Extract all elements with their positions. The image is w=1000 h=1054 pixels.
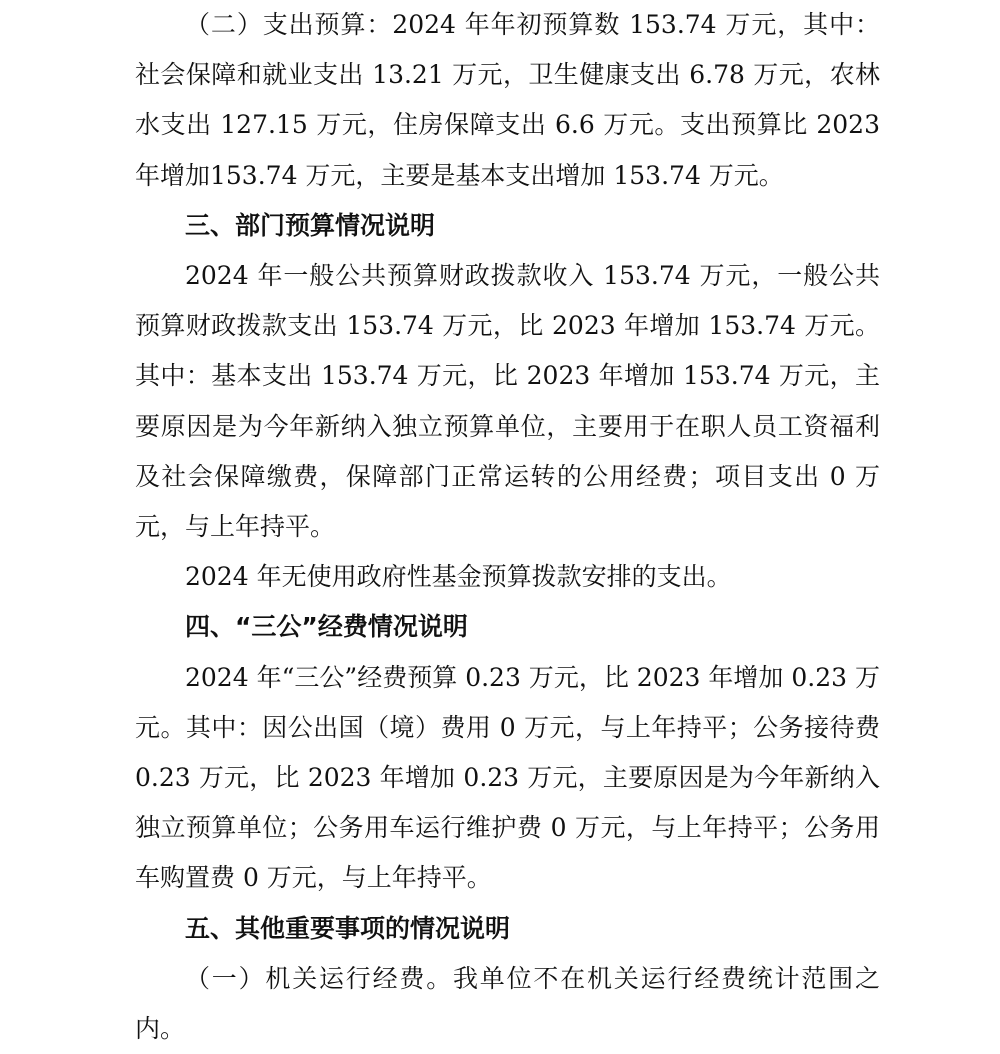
section-heading-three-public-expenses: 四、“三公”经费情况说明 (185, 612, 468, 642)
three-public-expenses-paragraph: 2024 年“三公”经费预算 0.23 万元，比 2023 年增加 0.23 万元。其中：因公出国（境）费用 0 万元，与上年持平；公务接待费 0.23 万元，比 2023 年增加 0.23 万元，主要原因是为今年新纳入独立预算单位；公务用车运行维护费 0 万元，与上年持平；公务用车购置费 0 万元，与上年持平。 (135, 662, 880, 893)
operating-expenses-paragraph: （一）机关运行经费。我单位不在机关运行经费统计范围之内。 (135, 963, 880, 1044)
document-page (135, 0, 880, 1054)
section-heading-department-budget: 三、部门预算情况说明 (185, 210, 436, 240)
general-budget-paragraph: 2024 年一般公共预算财政拨款收入 153.74 万元，一般公共预算财政拨款支出 153.74 万元，比 2023 年增加 153.74 万元。其中：基本支出 153.74 万元，比 2023 年增加 153.74 万元，主要原因是为今年新纳入独立预算单位，主要用于在职人员工资福利及社会保障缴费，保障部门正常运转的公用经费；项目支出 0 万元，与上年持平。 (135, 261, 880, 542)
government-fund-paragraph: 2024 年无使用政府性基金预算拨款安排的支出。 (185, 562, 732, 592)
expenditure-budget-paragraph: （二）支出预算：2024 年年初预算数 153.74 万元，其中：社会保障和就业支出 13.21 万元，卫生健康支出 6.78 万元，农林水支出 127.15 万元，住房保障支出 6.6 万元。支出预算比 2023 年增加153.74 万元，主要是基本支出增加 153.74 万元。 (135, 10, 880, 190)
section-heading-other-matters: 五、其他重要事项的情况说明 (185, 913, 511, 943)
